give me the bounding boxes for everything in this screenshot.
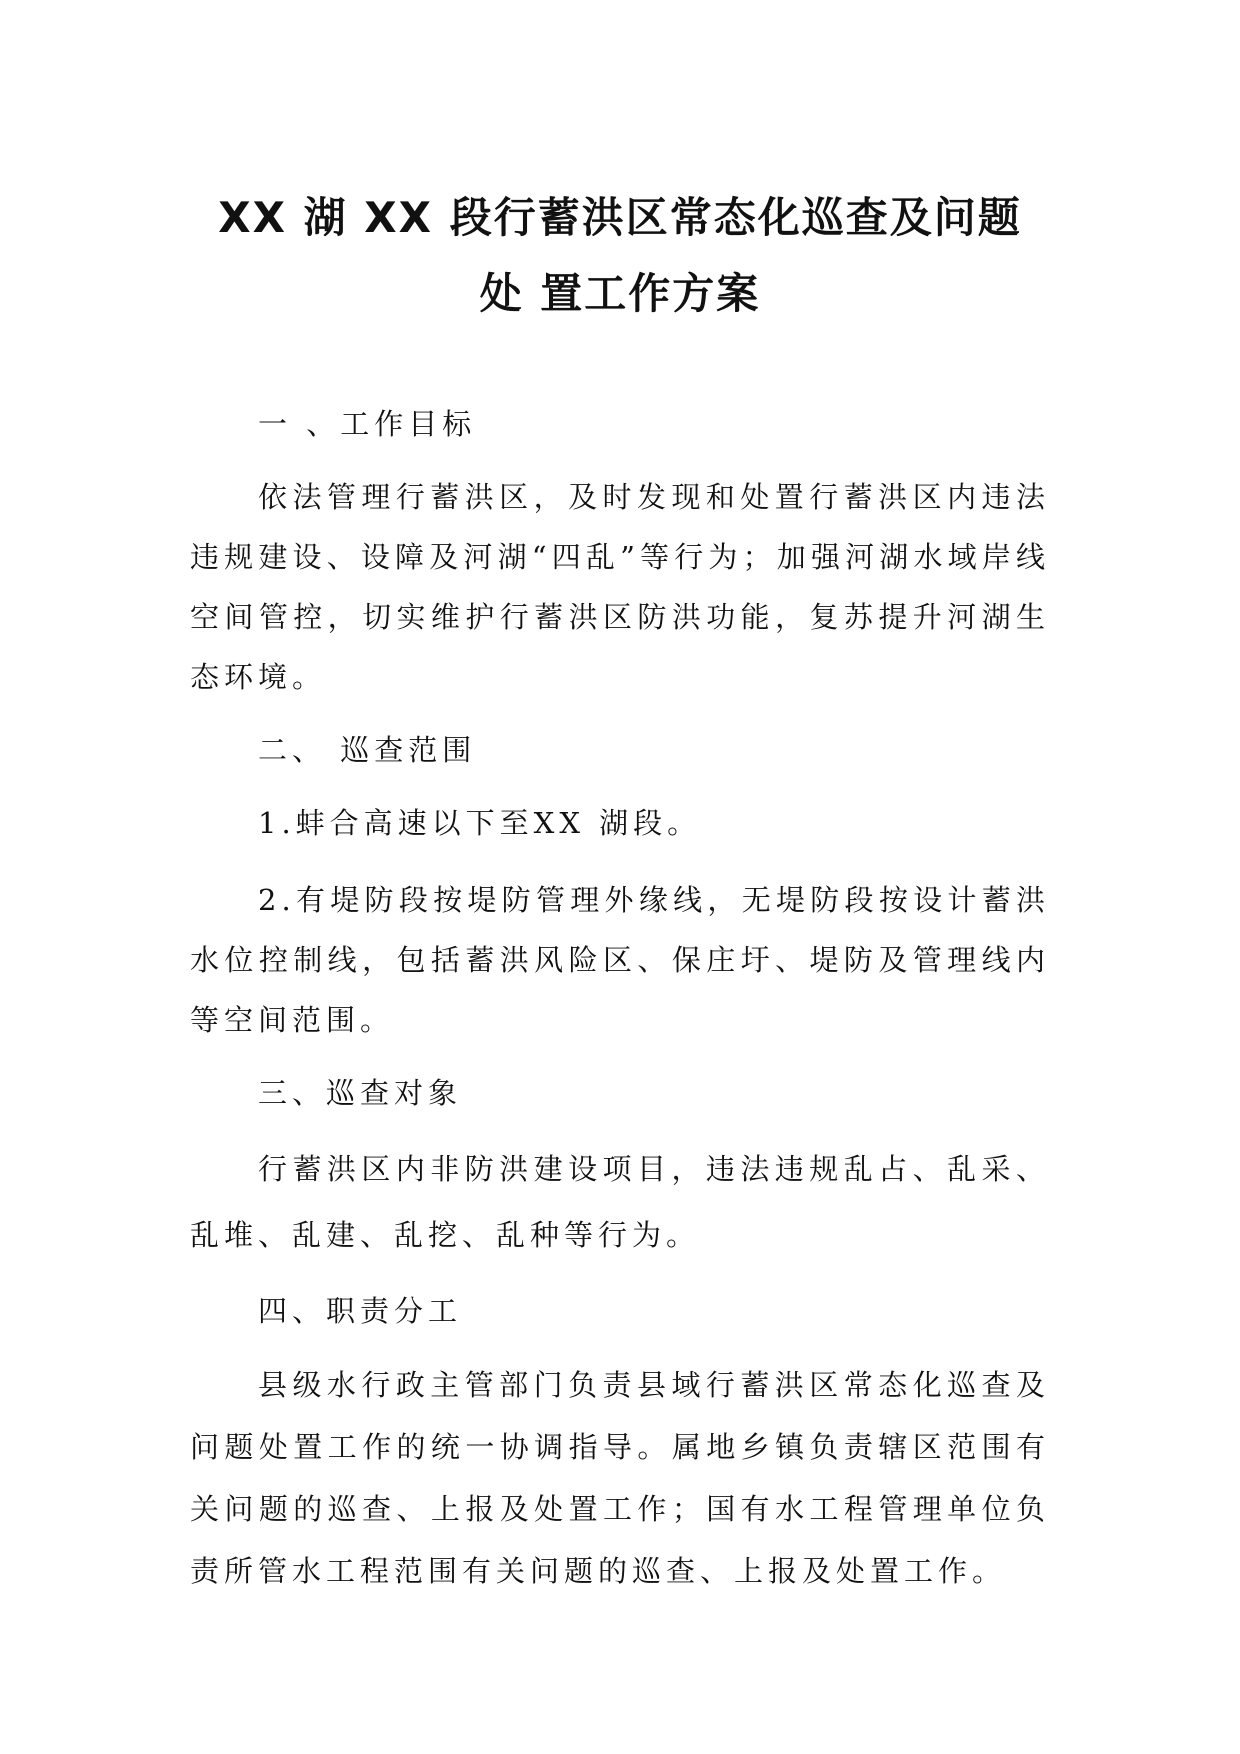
document-title (150, 180, 1090, 332)
section-paragraph-duties: 县级水行政主管部门负责县域行蓄洪区常态化巡查及问题处置工作的统一协调指导。属地乡镇负责辖区范围有关问题的巡查、上报及处置工作；国有水工程管理单位负责所管水工程范围有关问题的巡查、上报及处置工作。 (190, 1368, 1050, 1588)
section-heading-duties: 四、职责分工 (258, 1294, 463, 1328)
section-paragraph-targets: 行蓄洪区内非防洪建设项目，违法违规乱占、乱采、乱堆、乱建、乱挖、乱种等行为。 (190, 1152, 1050, 1252)
document-body (190, 398, 1050, 1619)
title-line-2: 处 置工作方案 (479, 269, 761, 318)
scope-item-1: 1.蚌合高速以下至XX 湖段。 (258, 806, 702, 840)
section-paragraph-goals: 依法管理行蓄洪区，及时发现和处置行蓄洪区内违法违规建设、设障及河湖“四乱”等行为；加强河湖水域岸线空间管控，切实维护行蓄洪区防洪功能，复苏提升河湖生态环境。 (190, 480, 1050, 694)
section-heading-scope: 二、 巡查范围 (258, 733, 477, 767)
title-line-1: XX 湖 XX 段行蓄洪区常态化巡查及问题 (218, 193, 1022, 242)
section-heading-goals: 一 、工作目标 (258, 407, 477, 441)
section-heading-targets: 三、巡查对象 (258, 1076, 463, 1110)
scope-item-2: 2.有堤防段按堤防管理外缘线，无堤防段按设计蓄洪水位控制线，包括蓄洪风险区、保庄圩、堤防及管理线内等空间范围。 (190, 883, 1050, 1037)
